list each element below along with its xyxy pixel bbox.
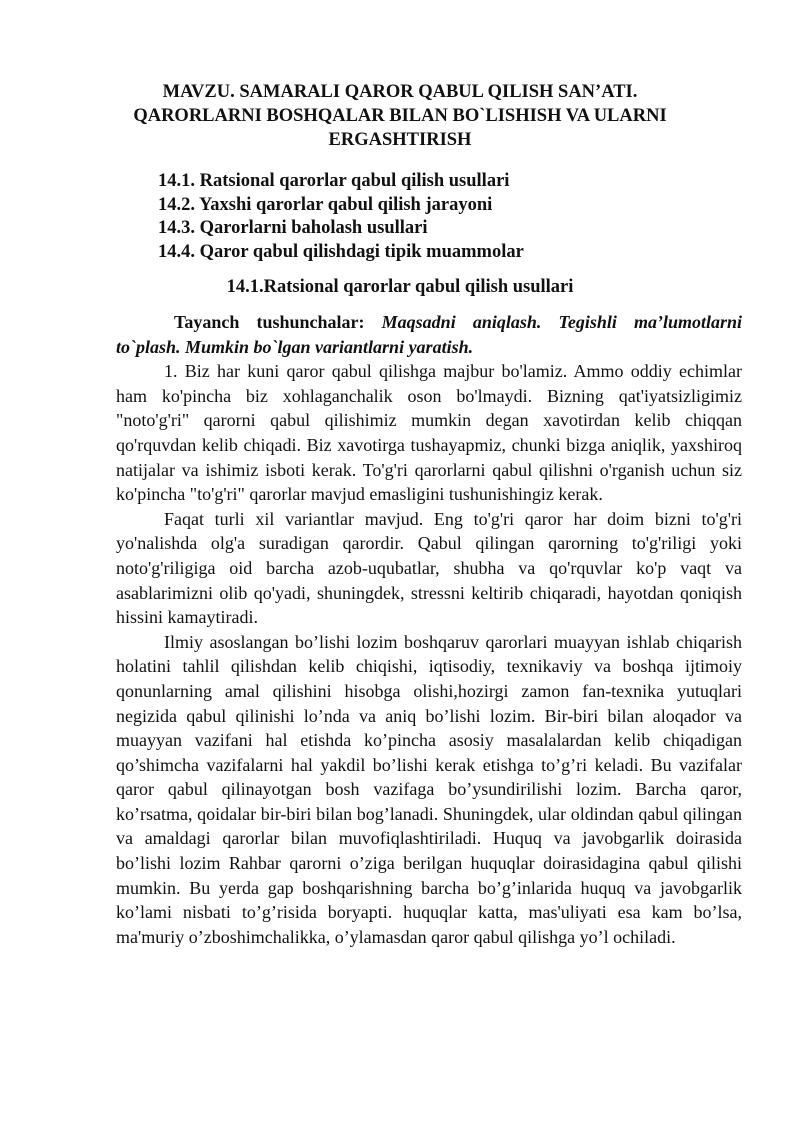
toc-item: 14.2. Yaxshi qarorlar qabul qilish jarayoni: [158, 194, 493, 215]
section-heading: 14.1.Ratsional qarorlar qabul qilish usullari: [226, 277, 574, 297]
toc-item: 14.4. Qaror qabul qilishdagi tipik muammolar: [158, 241, 524, 262]
paragraph: Ilmiy asoslangan bo’lishi lozim boshqaruv qarorlari muayyan ishlab chiqarish holatini tahlil qilishdan kelib chiqishi, iqtisodiy, texnikaviy va boshqa ijtimoiy qonunlarning amal qilishini hisobga olishi,hozirgi zamon fan-texnika yutuqlari negizida qabul qilinishi lo’nda va aniq bo’lishi lozim. Bir-biri bilan aloqador va muayyan vazifani hal etishda ko’pincha asosiy masalalardan kelib chiqadigan qo’shimcha vazifalarni hal yakdil bo’lishi kerak etishga to’g’ri keladi. Bu vazifalar qaror qabul qilinayotgan bosh vazifaga bo’ysundirilishi lozim. Barcha qaror, ko’rsatma, qoidalar bir-biri bilan bog’lanadi. Shuningdek, ular oldindan qabul qilingan va amaldagi qarorlar bilan muvofiqlashtiriladi. Huquq va javobgarlik doirasida bo’lishi lozim Rahbar qarorni o’ziga berilgan huquqlar doirasidagina qabul qilishi mumkin. Bu yerda gap boshqarishning barcha bo’g’inlarida huquq va javobgarlik ko’lami nisbati to’g’risida boryapti. huquqlar katta, mas'uliyati esa kam bo’lsa, ma'muriy o’zboshimchalikka, o’ylamasdan qaror qabul qilishga yo’l ochiladi.: [116, 631, 742, 947]
title-line-1: MAVZU. SAMARALI QAROR QABUL QILISH SAN’ATI.: [162, 82, 638, 102]
title-line-2: QARORLARNI BOSHQALAR BILAN BO`LISHISH VA ULARNI: [133, 106, 667, 126]
toc-item: 14.3. Qarorlarni baholash usullari: [158, 218, 428, 238]
title-line-3: ERGASHTIRISH: [328, 130, 472, 150]
keywords-text: Maqsadni aniqlash. Tegishli ma’lumotlarni to`plash. Mumkin bo`lgan variantlarni yaratish.: [116, 312, 743, 357]
body-text: [116, 310, 742, 949]
document-title: [100, 80, 700, 152]
toc-item: 14.1. Ratsional qarorlar qabul qilish usullari: [158, 171, 510, 191]
paragraph: Faqat turli xil variantlar mavjud. Eng to'g'ri qaror har doim bizni to'g'ri yo'nalishda olg'a suradigan qarordir. Qabul qilingan qarorning to'g'riligi yoki noto'g'riligiga oid barcha azob-uqubatlar, shubha va qo'rquvlar ko'p vaqt va asablarimizni olib qo'yadi, shuningdek, stressni keltirib chiqaradi, hayotdan qoniqish hissini kamaytiradi.: [116, 508, 742, 628]
paragraph: 1. Biz har kuni qaror qabul qilishga majbur bo'lamiz. Ammo oddiy echimlar ham ko'pincha biz xohlaganchalik oson bo'lmaydi. Bizning qat'iyatsizligimiz "noto'g'ri" qarorni qabul qilishimiz mumkin degan xavotirdan kelib chiqqan qo'rquvdan kelib chiqadi. Biz xavotirga tushayapmiz, chunki bizga aniqlik, yaxshiroq natijalar va ishimiz isboti kerak. To'g'ri qarorlarni qabul qilishni o'rganish uchun siz ko'pincha "to'g'ri" qarorlar mavjud emasligini tushunishingiz kerak.: [116, 361, 742, 505]
keywords-paragraph: [116, 310, 742, 359]
table-of-contents: [158, 170, 524, 264]
keywords-label: Tayanch tushunchalar:: [174, 312, 382, 332]
